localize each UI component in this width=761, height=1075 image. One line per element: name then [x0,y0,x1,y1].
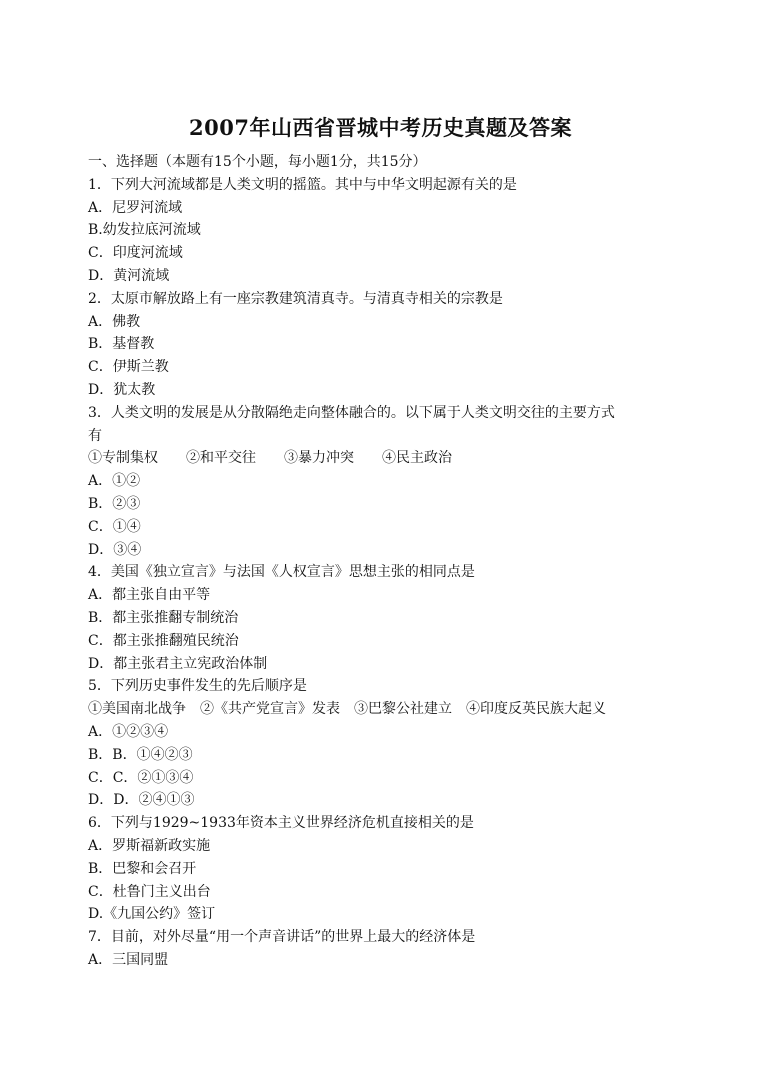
question-7-stem: 7．目前，对外尽量“用一个声音讲话”的世界上最大的经济体是 [88,929,476,946]
question-1-option-d: D．黄河流域 [88,267,170,284]
question-4-option-c: C．都主张推翻殖民统治 [88,632,239,649]
question-6-option-b: B．巴黎和会召开 [88,860,197,877]
question-6-option-c: C．杜鲁门主义出台 [88,883,211,900]
document-body [88,151,678,972]
question-1-option-b: B.幼发拉底河流域 [88,222,201,239]
question-2-option-d: D．犹太教 [88,381,156,398]
question-2-stem: 2．太原市解放路上有一座宗教建筑清真寺。与清真寺相关的宗教是 [88,290,503,307]
question-6-option-a: A．罗斯福新政实施 [88,837,211,854]
question-3-option-d: D．③④ [88,541,142,558]
question-2-option-c: C．伊斯兰教 [88,359,169,376]
question-6-option-d: D.《九国公约》签订 [88,906,216,923]
question-5-option-a: A．①②③④ [88,723,169,740]
question-2-option-b: B．基督教 [88,336,155,353]
question-4-option-a: A．都主张自由平等 [88,587,211,604]
question-4-option-d: D．都主张君主立宪政治体制 [88,655,268,672]
question-6-stem: 6．下列与1929~1933年资本主义世界经济危机直接相关的是 [88,815,474,832]
question-4-option-b: B．都主张推翻专制统治 [88,609,239,626]
question-3-option-c: C．①④ [88,518,141,535]
question-5-option-d: D．D．②④①③ [88,792,195,809]
question-3-stem: 3．人类文明的发展是从分散隔绝走向整体融合的。以下属于人类文明交往的主要方式 [88,404,615,421]
question-3-stem-continued: 有 [88,427,102,444]
question-5-stem: 5．下列历史事件发生的先后顺序是 [88,678,307,695]
question-4-stem: 4．美国《独立宣言》与法国《人权宣言》思想主张的相同点是 [88,564,475,581]
question-1-option-c: C．印度河流域 [88,245,183,262]
question-5-option-b: B．B．①④②③ [88,746,193,763]
question-3-choices: ①专制集权 ②和平交往 ③暴力冲突 ④民主政治 [88,450,452,467]
question-3-option-a: A．①② [88,473,141,490]
question-2-option-a: A．佛教 [88,313,141,330]
question-1-stem: 1．下列大河流域都是人类文明的摇篮。其中与中华文明起源有关的是 [88,176,517,193]
section-heading: 一、选择题（本题有15个小题，每小题1分，共15分） [88,154,427,170]
question-5-option-c: C．C．②①③④ [88,769,194,786]
question-5-events: ①美国南北战争 ②《共产党宣言》发表 ③巴黎公社建立 ④印度反英民族大起义 [88,701,606,718]
document-title: 2007年山西省晋城中考历史真题及答案 [189,115,572,140]
question-3-option-b: B．②③ [88,495,141,512]
question-7-option-a: A．三国同盟 [88,951,169,968]
question-1-option-a: A．尼罗河流域 [88,199,183,216]
